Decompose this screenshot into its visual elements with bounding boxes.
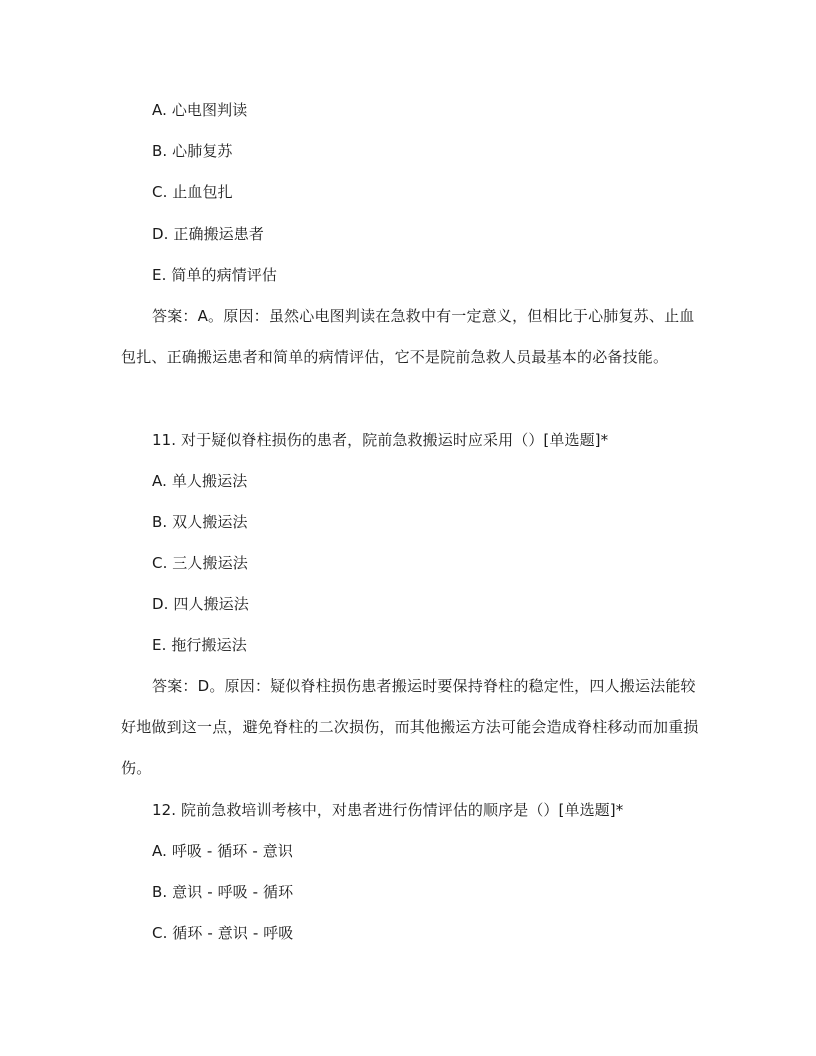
- q10-answer: 答案：A。原因：虽然心电图判读在急救中有一定意义，但相比于心肺复苏、止血包扎、正确搬运患者和简单的病情评估，它不是院前急救人员最基本的必备技能。: [121, 307, 695, 366]
- q10-option-a: A. 心电图判读: [152, 101, 248, 119]
- q10-option-b: B. 心肺复苏: [152, 142, 233, 160]
- q11-option-e: E. 拖行搬运法: [152, 636, 247, 654]
- q12-question: 12. 院前急救培训考核中，对患者进行伤情评估的顺序是（）[单选题]*: [152, 801, 624, 819]
- q11-option-d: D. 四人搬运法: [152, 595, 249, 613]
- q12-option-b: B. 意识 - 呼吸 - 循环: [152, 883, 294, 901]
- q10-option-c: C. 止血包扎: [152, 183, 233, 201]
- q11-answer: 答案：D。原因：疑似脊柱损伤患者搬运时要保持脊柱的稳定性，四人搬运法能较好地做到这一点，避免脊柱的二次损伤，而其他搬运方法可能会造成脊柱移动而加重损伤。: [121, 677, 699, 777]
- q10-option-e: E. 简单的病情评估: [152, 266, 278, 284]
- q11-option-a: A. 单人搬运法: [152, 472, 248, 490]
- q12-option-a: A. 呼吸 - 循环 - 意识: [152, 842, 293, 860]
- q10-option-d: D. 正确搬运患者: [152, 225, 264, 243]
- q11-option-c: C. 三人搬运法: [152, 554, 248, 572]
- q12-option-c: C. 循环 - 意识 - 呼吸: [152, 924, 294, 942]
- q11-option-b: B. 双人搬运法: [152, 513, 248, 531]
- q11-question: 11. 对于疑似脊柱损伤的患者，院前急救搬运时应采用（）[单选题]*: [152, 431, 609, 449]
